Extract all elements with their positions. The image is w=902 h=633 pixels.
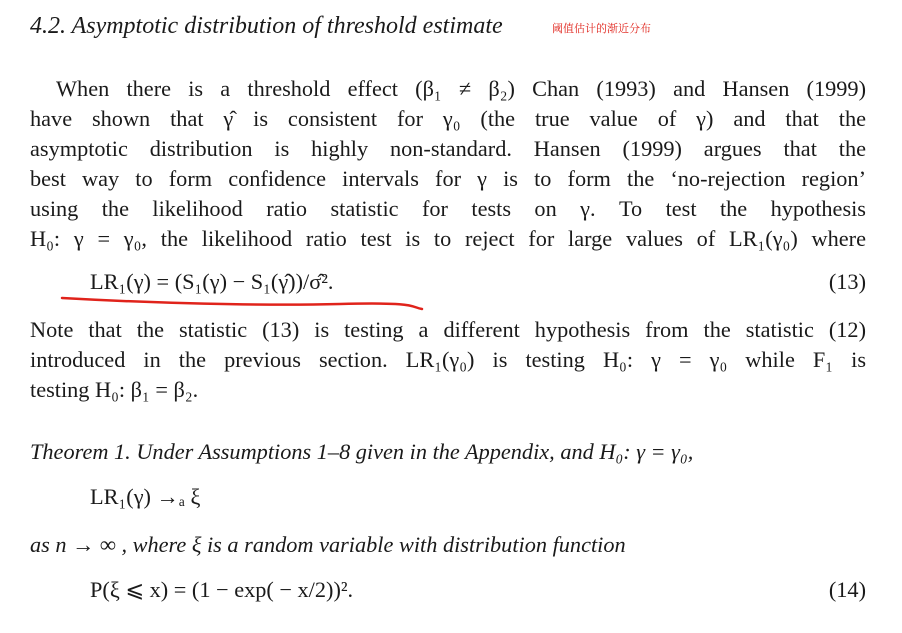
theorem-statement: Theorem 1. Under Assumptions 1–8 given in the Appendix, and H₀: γ = γ₀,	[30, 439, 694, 464]
theorem-condition: as n → ∞ , where ξ is a random variable with distribution function	[30, 532, 626, 557]
paragraph-line: H₀: γ = γ₀, the likelihood ratio test is to reject for large values of LR₁(γ₀) where	[30, 226, 866, 251]
paragraph-line: When there is a threshold effect (β₁ ≠ β₂) Chan (1993) and Hansen (1999)	[56, 76, 866, 101]
paragraph-line: using the likelihood ratio statistic for tests on γ. To test the hypothesis	[30, 196, 866, 221]
paragraph-line: Note that the statistic (13) is testing a different hypothesis from the statistic (12)	[30, 317, 866, 342]
paragraph-line: asymptotic distribution is highly non-standard. Hansen (1999) argues that the	[30, 136, 866, 161]
handwritten-annotation-note: 阈值估计的渐近分布	[552, 22, 651, 35]
section-heading: 4.2. Asymptotic distribution of threshold estimate	[30, 13, 503, 39]
equation-13: LR₁(γ) = (S₁(γ) − S₁(γ̂))/σ̂².	[90, 269, 334, 294]
paragraph-line: best way to form confidence intervals for γ is to form the ‘no-rejection region’	[30, 166, 866, 191]
theorem-limit: LR₁(γ) →ₐ ξ	[90, 484, 201, 509]
equation-13-number: (13)	[828, 269, 866, 294]
paragraph-line: have shown that γ̂ is consistent for γ₀ (the true value of γ) and that the	[30, 106, 866, 131]
equation-14-number: (14)	[828, 577, 866, 602]
paragraph-line: testing H₀: β₁ = β₂.	[30, 377, 199, 402]
equation-14: P(ξ ⩽ x) = (1 − exp( − x/2))².	[90, 577, 354, 602]
paragraph-line: introduced in the previous section. LR₁(γ₀) is testing H₀: γ = γ₀ while F₁ is	[30, 347, 866, 372]
